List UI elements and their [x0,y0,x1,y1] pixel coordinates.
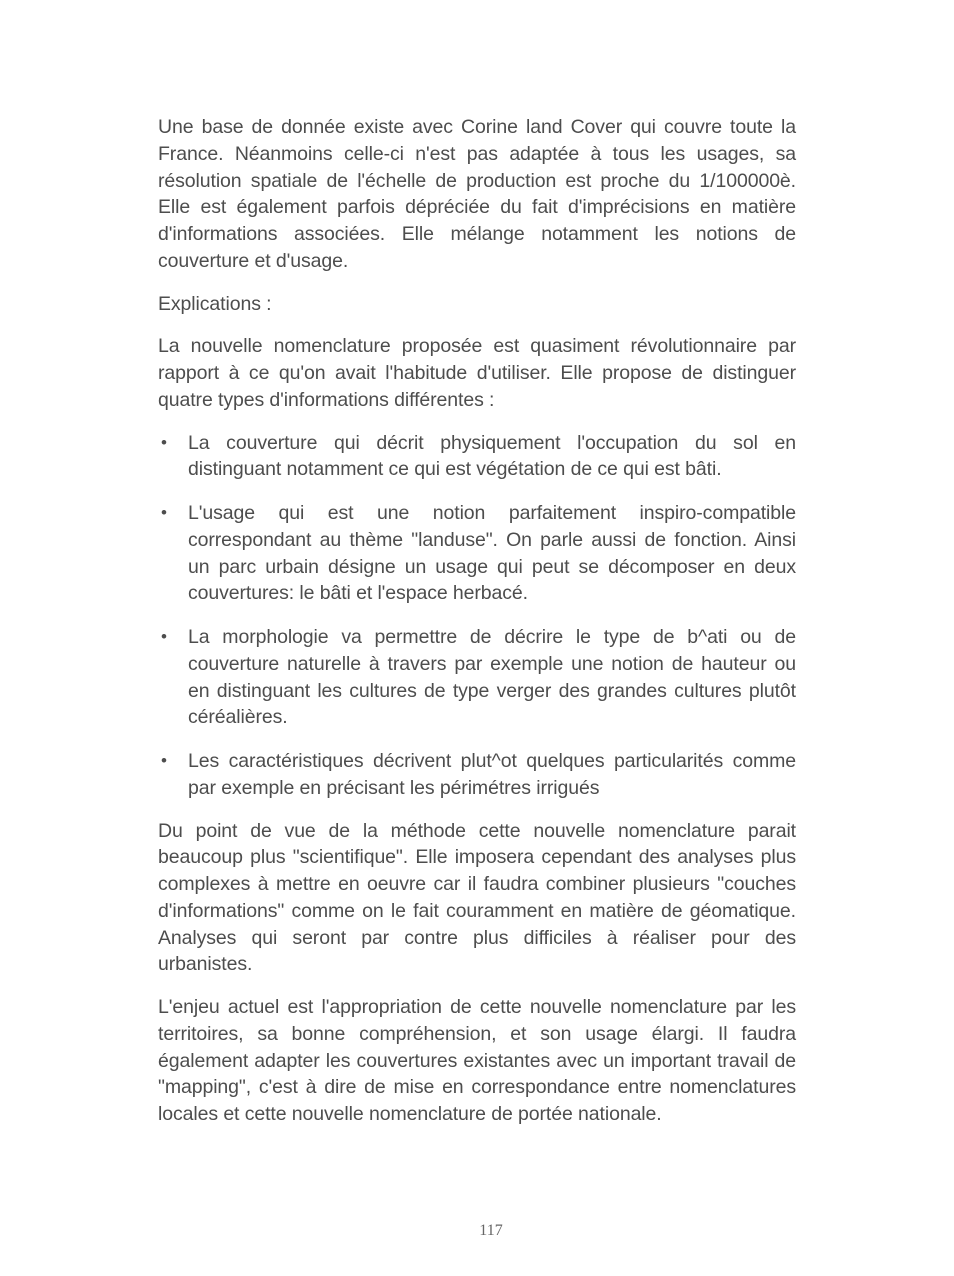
paragraph-intro: Une base de donnée existe avec Corine land Cover qui couvre toute la France. Néanmoins celle-ci n'est pas adaptée à tous les usages, sa résolution spatiale de l'échelle de production est proche du 1/100000è. Elle est également parfois dépréciée du fait d'imprécisions en matière d'informations associées. Elle mélange notamment les notions de couverture et d'usage. [158,116,796,272]
paragraph-explications-heading: Explications : [158,292,272,315]
paragraph-enjeu: L'enjeu actuel est l'appropriation de cette nouvelle nomenclature par les territoires, sa bonne compréhension, et son usage élargi. Il faudra également adapter les couvertures existantes avec un important travail de "mapping", c'est à dire de mise en correspondance entre nomenclatures locales et cette nouvelle nomenclature de portée nationale. [158,996,796,1125]
paragraph-nomenclature: La nouvelle nomenclature proposée est quasiment révolutionnaire par rapport à ce qu'on avait l'habitude d'utiliser. Elle propose de distinguer quatre types d'informations différentes : [158,335,796,411]
bullet-icon: • [161,432,167,452]
list-item-text: La morphologie va permettre de décrire le type de b^ati ou de couverture naturelle à travers par exemple une notion de hauteur ou en distinguant les cultures de type verger des grandes cultures plutôt céréalières. [188,626,796,729]
list-item-text: Les caractéristiques décrivent plut^ot quelques particularités comme par exemple en précisant les périmétres irrigués [188,750,796,799]
bullet-list [158,430,796,802]
list-item-text: L'usage qui est une notion parfaitement inspiro-compatible correspondant au thème "landuse". On parle aussi de fonction. Ainsi un parc urbain désigne un usage qui peut se décomposer en deux couvertures: le bâti et l'espace herbacé. [188,502,796,605]
bullet-icon: • [161,627,167,646]
list-item-morphologie [158,624,796,731]
list-item-usage [158,500,796,607]
paragraph-methode: Du point de vue de la méthode cette nouvelle nomenclature parait beaucoup plus "scientifique". Elle imposera cependant des analyses plus complexes à mettre en oeuvre car il faudra combiner plusieurs "couches d'informations" comme on le fait couramment en matière de géomatique. Analyses qui seront par contre plus difficiles à réaliser pour des urbanistes. [158,819,796,976]
document-body [158,0,796,1144]
bullet-icon: • [161,751,167,770]
page-number: 117 [479,1222,503,1239]
bullet-icon: • [161,503,167,522]
list-item-text: La couverture qui décrit physiquement l'occupation du sol en distinguant notamment ce qui est végétation de ce qui est bâti. [188,431,796,481]
list-item-caracteristiques [158,748,796,802]
list-item-couverture [158,430,796,484]
